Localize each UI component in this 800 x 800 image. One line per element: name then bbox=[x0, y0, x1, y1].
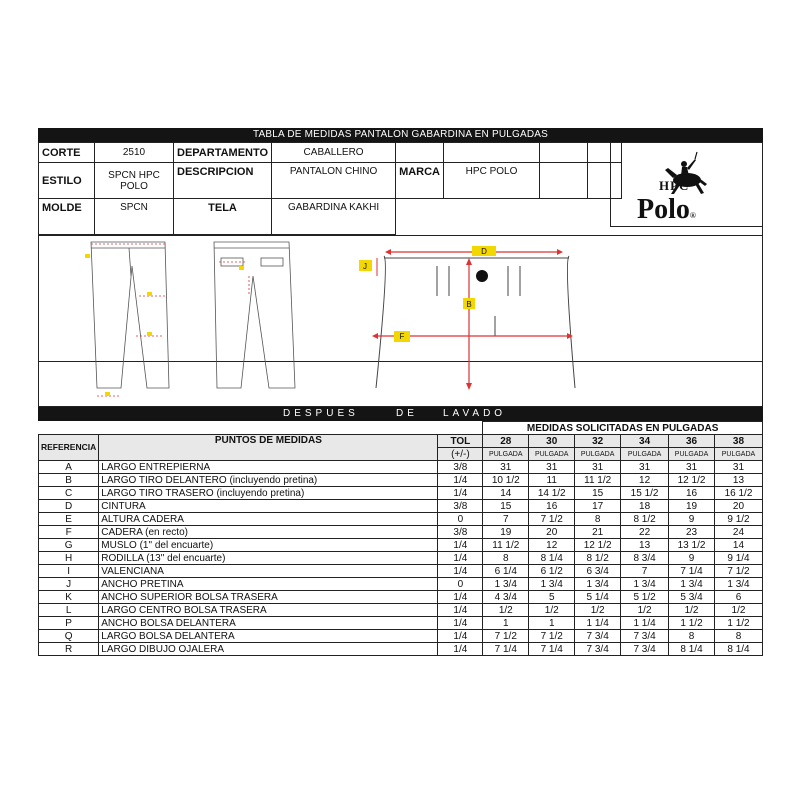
row-value-size-38: 8 1/4 bbox=[714, 643, 762, 656]
after-wash-word2: DE bbox=[396, 408, 418, 419]
row-value-size-34: 7 3/4 bbox=[621, 643, 669, 656]
row-value-size-30: 5 bbox=[529, 591, 575, 604]
row-tolerance: 1/4 bbox=[438, 487, 483, 500]
row-tolerance: 1/4 bbox=[438, 604, 483, 617]
row-reference: B bbox=[39, 474, 99, 487]
row-tolerance: 1/4 bbox=[438, 617, 483, 630]
marca-label: MARCA bbox=[396, 163, 444, 199]
row-measure-point: CADERA (en recto) bbox=[99, 526, 438, 539]
row-value-size-28: 11 1/2 bbox=[483, 539, 529, 552]
size-30-unit: PULGADA bbox=[529, 448, 575, 461]
row-value-size-30: 14 1/2 bbox=[529, 487, 575, 500]
row-value-size-34: 31 bbox=[621, 461, 669, 474]
row-value-size-28: 19 bbox=[483, 526, 529, 539]
row-value-size-34: 1 1/4 bbox=[621, 617, 669, 630]
table-row bbox=[39, 552, 763, 565]
tela-value: GABARDINA KAKHI bbox=[272, 199, 396, 235]
row-measure-point: LARGO ENTREPIERNA bbox=[99, 461, 438, 474]
row-reference: F bbox=[39, 526, 99, 539]
sketch-label-f: F bbox=[399, 332, 405, 341]
row-tolerance: 1/4 bbox=[438, 591, 483, 604]
size-32-header: 32 bbox=[575, 435, 621, 448]
row-reference: C bbox=[39, 487, 99, 500]
row-value-size-32: 11 1/2 bbox=[575, 474, 621, 487]
row-value-size-30: 20 bbox=[529, 526, 575, 539]
row-value-size-30: 11 bbox=[529, 474, 575, 487]
row-value-size-32: 31 bbox=[575, 461, 621, 474]
row-value-size-36: 19 bbox=[669, 500, 715, 513]
row-value-size-38: 1/2 bbox=[714, 604, 762, 617]
row-value-size-38: 7 1/2 bbox=[714, 565, 762, 578]
row-value-size-38: 9 1/2 bbox=[714, 513, 762, 526]
row-value-size-38: 31 bbox=[714, 461, 762, 474]
table-row bbox=[39, 578, 763, 591]
size-36-header: 36 bbox=[669, 435, 715, 448]
after-wash-word3: LAVADO bbox=[443, 408, 507, 419]
row-value-size-32: 17 bbox=[575, 500, 621, 513]
table-row bbox=[39, 643, 763, 656]
size-36-unit: PULGADA bbox=[669, 448, 715, 461]
size-30-header: 30 bbox=[529, 435, 575, 448]
measurement-sheet bbox=[38, 128, 763, 675]
row-value-size-28: 1 bbox=[483, 617, 529, 630]
tela-label: TELA bbox=[174, 199, 272, 235]
back-pants-drawing bbox=[214, 242, 295, 388]
row-value-size-30: 1 3/4 bbox=[529, 578, 575, 591]
table-row bbox=[39, 591, 763, 604]
row-value-size-36: 16 bbox=[669, 487, 715, 500]
row-tolerance: 1/4 bbox=[438, 539, 483, 552]
sketch-label-b: B bbox=[466, 300, 472, 309]
row-reference: L bbox=[39, 604, 99, 617]
size-28-unit: PULGADA bbox=[483, 448, 529, 461]
technical-sketch bbox=[38, 235, 763, 407]
table-row bbox=[39, 487, 763, 500]
row-value-size-28: 1 3/4 bbox=[483, 578, 529, 591]
row-reference: G bbox=[39, 539, 99, 552]
row-measure-point: LARGO TIRO TRASERO (incluyendo pretina) bbox=[99, 487, 438, 500]
table-row bbox=[39, 526, 763, 539]
measurements-table bbox=[38, 421, 763, 656]
table-row bbox=[39, 539, 763, 552]
row-value-size-28: 7 1/4 bbox=[483, 643, 529, 656]
tol-subheader: (+/-) bbox=[438, 448, 483, 461]
row-value-size-32: 1 3/4 bbox=[575, 578, 621, 591]
measures-header-top: MEDIDAS SOLICITADAS EN PULGADAS bbox=[483, 422, 763, 435]
row-measure-point: CINTURA bbox=[99, 500, 438, 513]
corte-label: CORTE bbox=[39, 143, 95, 163]
molde-label: MOLDE bbox=[39, 199, 95, 235]
row-value-size-30: 7 1/4 bbox=[529, 643, 575, 656]
row-value-size-32: 7 3/4 bbox=[575, 630, 621, 643]
row-value-size-36: 13 1/2 bbox=[669, 539, 715, 552]
row-value-size-32: 21 bbox=[575, 526, 621, 539]
row-value-size-38: 8 bbox=[714, 630, 762, 643]
row-value-size-34: 22 bbox=[621, 526, 669, 539]
after-wash-word1: DESPUES bbox=[283, 408, 359, 419]
row-value-size-36: 8 bbox=[669, 630, 715, 643]
row-value-size-28: 7 bbox=[483, 513, 529, 526]
measurements-body bbox=[39, 461, 763, 656]
row-value-size-28: 14 bbox=[483, 487, 529, 500]
ref-header: REFERENCIA bbox=[39, 435, 99, 461]
tol-header: TOL bbox=[438, 435, 483, 448]
row-value-size-36: 7 1/4 bbox=[669, 565, 715, 578]
descripcion-label: DESCRIPCION bbox=[174, 163, 272, 199]
table-row bbox=[39, 474, 763, 487]
row-value-size-36: 5 3/4 bbox=[669, 591, 715, 604]
row-reference: D bbox=[39, 500, 99, 513]
row-tolerance: 0 bbox=[438, 578, 483, 591]
row-tolerance: 3/8 bbox=[438, 526, 483, 539]
row-value-size-28: 31 bbox=[483, 461, 529, 474]
table-row bbox=[39, 630, 763, 643]
size-34-unit: PULGADA bbox=[621, 448, 669, 461]
row-value-size-28: 1/2 bbox=[483, 604, 529, 617]
row-value-size-34: 1 3/4 bbox=[621, 578, 669, 591]
after-wash-bar bbox=[38, 407, 763, 421]
row-value-size-38: 13 bbox=[714, 474, 762, 487]
marca-value: HPC POLO bbox=[444, 163, 540, 199]
row-measure-point: LARGO DIBUJO OJALERA bbox=[99, 643, 438, 656]
row-value-size-30: 31 bbox=[529, 461, 575, 474]
row-value-size-30: 7 1/2 bbox=[529, 630, 575, 643]
row-value-size-38: 1 3/4 bbox=[714, 578, 762, 591]
size-32-unit: PULGADA bbox=[575, 448, 621, 461]
row-reference: P bbox=[39, 617, 99, 630]
row-measure-point: ALTURA CADERA bbox=[99, 513, 438, 526]
table-row bbox=[39, 617, 763, 630]
row-value-size-36: 1 3/4 bbox=[669, 578, 715, 591]
row-value-size-30: 7 1/2 bbox=[529, 513, 575, 526]
row-value-size-28: 8 bbox=[483, 552, 529, 565]
row-tolerance: 1/4 bbox=[438, 552, 483, 565]
row-reference: R bbox=[39, 643, 99, 656]
row-value-size-28: 7 1/2 bbox=[483, 630, 529, 643]
size-38-unit: PULGADA bbox=[714, 448, 762, 461]
pants-sketch-svg bbox=[39, 236, 764, 408]
row-tolerance: 1/4 bbox=[438, 630, 483, 643]
front-pants-markers bbox=[85, 244, 165, 396]
table-row bbox=[39, 604, 763, 617]
row-tolerance: 1/4 bbox=[438, 643, 483, 656]
row-value-size-34: 8 3/4 bbox=[621, 552, 669, 565]
departamento-label: DEPARTAMENTO bbox=[174, 143, 272, 163]
row-value-size-36: 9 bbox=[669, 513, 715, 526]
size-38-header: 38 bbox=[714, 435, 762, 448]
row-value-size-34: 1/2 bbox=[621, 604, 669, 617]
row-reference: A bbox=[39, 461, 99, 474]
row-value-size-34: 8 1/2 bbox=[621, 513, 669, 526]
row-reference: E bbox=[39, 513, 99, 526]
row-reference: K bbox=[39, 591, 99, 604]
estilo-value-line1: SPCN HPC bbox=[108, 169, 160, 181]
row-tolerance: 3/8 bbox=[438, 500, 483, 513]
row-value-size-32: 8 bbox=[575, 513, 621, 526]
waist-closeup-markers bbox=[359, 246, 573, 390]
row-value-size-36: 23 bbox=[669, 526, 715, 539]
row-tolerance: 1/4 bbox=[438, 474, 483, 487]
row-value-size-32: 8 1/2 bbox=[575, 552, 621, 565]
sketch-label-d: D bbox=[481, 247, 487, 256]
row-value-size-34: 18 bbox=[621, 500, 669, 513]
row-value-size-38: 6 bbox=[714, 591, 762, 604]
row-tolerance: 0 bbox=[438, 513, 483, 526]
row-value-size-36: 8 1/4 bbox=[669, 643, 715, 656]
row-value-size-38: 1 1/2 bbox=[714, 617, 762, 630]
descripcion-value: PANTALON CHINO bbox=[272, 163, 396, 199]
table-row bbox=[39, 513, 763, 526]
row-value-size-30: 8 1/4 bbox=[529, 552, 575, 565]
row-value-size-30: 1 bbox=[529, 617, 575, 630]
row-value-size-30: 12 bbox=[529, 539, 575, 552]
row-value-size-30: 6 1/2 bbox=[529, 565, 575, 578]
corte-value: 2510 bbox=[95, 143, 174, 163]
points-header: PUNTOS DE MEDIDAS bbox=[99, 435, 438, 461]
row-tolerance: 1/4 bbox=[438, 565, 483, 578]
row-reference: J bbox=[39, 578, 99, 591]
row-measure-point: ANCHO PRETINA bbox=[99, 578, 438, 591]
row-value-size-36: 9 bbox=[669, 552, 715, 565]
size-34-header: 34 bbox=[621, 435, 669, 448]
row-value-size-38: 14 bbox=[714, 539, 762, 552]
waist-closeup-drawing bbox=[376, 256, 575, 388]
row-value-size-38: 24 bbox=[714, 526, 762, 539]
row-value-size-28: 6 1/4 bbox=[483, 565, 529, 578]
row-value-size-32: 6 3/4 bbox=[575, 565, 621, 578]
brand-logo bbox=[610, 142, 763, 227]
row-value-size-36: 12 1/2 bbox=[669, 474, 715, 487]
row-value-size-38: 16 1/2 bbox=[714, 487, 762, 500]
row-value-size-36: 31 bbox=[669, 461, 715, 474]
row-value-size-28: 10 1/2 bbox=[483, 474, 529, 487]
row-value-size-38: 20 bbox=[714, 500, 762, 513]
table-row bbox=[39, 565, 763, 578]
front-pants-drawing bbox=[91, 242, 169, 388]
row-value-size-32: 5 1/4 bbox=[575, 591, 621, 604]
logo-polo: Polo® bbox=[637, 194, 696, 225]
row-value-size-30: 1/2 bbox=[529, 604, 575, 617]
back-pants-markers bbox=[219, 262, 249, 296]
row-value-size-36: 1 1/2 bbox=[669, 617, 715, 630]
row-value-size-36: 1/2 bbox=[669, 604, 715, 617]
logo-hpc: HPC bbox=[659, 178, 690, 193]
row-reference: I bbox=[39, 565, 99, 578]
row-value-size-34: 15 1/2 bbox=[621, 487, 669, 500]
molde-value: SPCN bbox=[95, 199, 174, 235]
sketch-label-j: J bbox=[363, 262, 367, 271]
row-measure-point: ANCHO SUPERIOR BOLSA TRASERA bbox=[99, 591, 438, 604]
departamento-value: CABALLERO bbox=[272, 143, 396, 163]
row-value-size-38: 9 1/4 bbox=[714, 552, 762, 565]
estilo-value-line2: POLO bbox=[120, 180, 148, 192]
row-value-size-34: 7 bbox=[621, 565, 669, 578]
row-value-size-32: 7 3/4 bbox=[575, 643, 621, 656]
estilo-value bbox=[95, 163, 174, 199]
row-value-size-32: 15 bbox=[575, 487, 621, 500]
row-measure-point: LARGO TIRO DELANTERO (incluyendo pretina) bbox=[99, 474, 438, 487]
row-value-size-32: 1 1/4 bbox=[575, 617, 621, 630]
size-28-header: 28 bbox=[483, 435, 529, 448]
row-value-size-28: 4 3/4 bbox=[483, 591, 529, 604]
row-value-size-34: 5 1/2 bbox=[621, 591, 669, 604]
estilo-label: ESTILO bbox=[39, 163, 95, 199]
table-row bbox=[39, 500, 763, 513]
row-tolerance: 3/8 bbox=[438, 461, 483, 474]
row-reference: H bbox=[39, 552, 99, 565]
row-value-size-34: 13 bbox=[621, 539, 669, 552]
row-value-size-30: 16 bbox=[529, 500, 575, 513]
row-value-size-32: 1/2 bbox=[575, 604, 621, 617]
row-measure-point: VALENCIANA bbox=[99, 565, 438, 578]
info-table bbox=[38, 142, 622, 235]
row-reference: Q bbox=[39, 630, 99, 643]
row-value-size-34: 7 3/4 bbox=[621, 630, 669, 643]
row-measure-point: ANCHO BOLSA DELANTERA bbox=[99, 617, 438, 630]
row-measure-point: LARGO CENTRO BOLSA TRASERA bbox=[99, 604, 438, 617]
row-value-size-28: 15 bbox=[483, 500, 529, 513]
row-measure-point: LARGO BOLSA DELANTERA bbox=[99, 630, 438, 643]
sheet-title: TABLA DE MEDIDAS PANTALON GABARDINA EN PULGADAS bbox=[38, 128, 763, 142]
table-row bbox=[39, 461, 763, 474]
row-value-size-34: 12 bbox=[621, 474, 669, 487]
row-measure-point: MUSLO (1" del encuarte) bbox=[99, 539, 438, 552]
row-value-size-32: 12 1/2 bbox=[575, 539, 621, 552]
row-measure-point: RODILLA (13" del encuarte) bbox=[99, 552, 438, 565]
